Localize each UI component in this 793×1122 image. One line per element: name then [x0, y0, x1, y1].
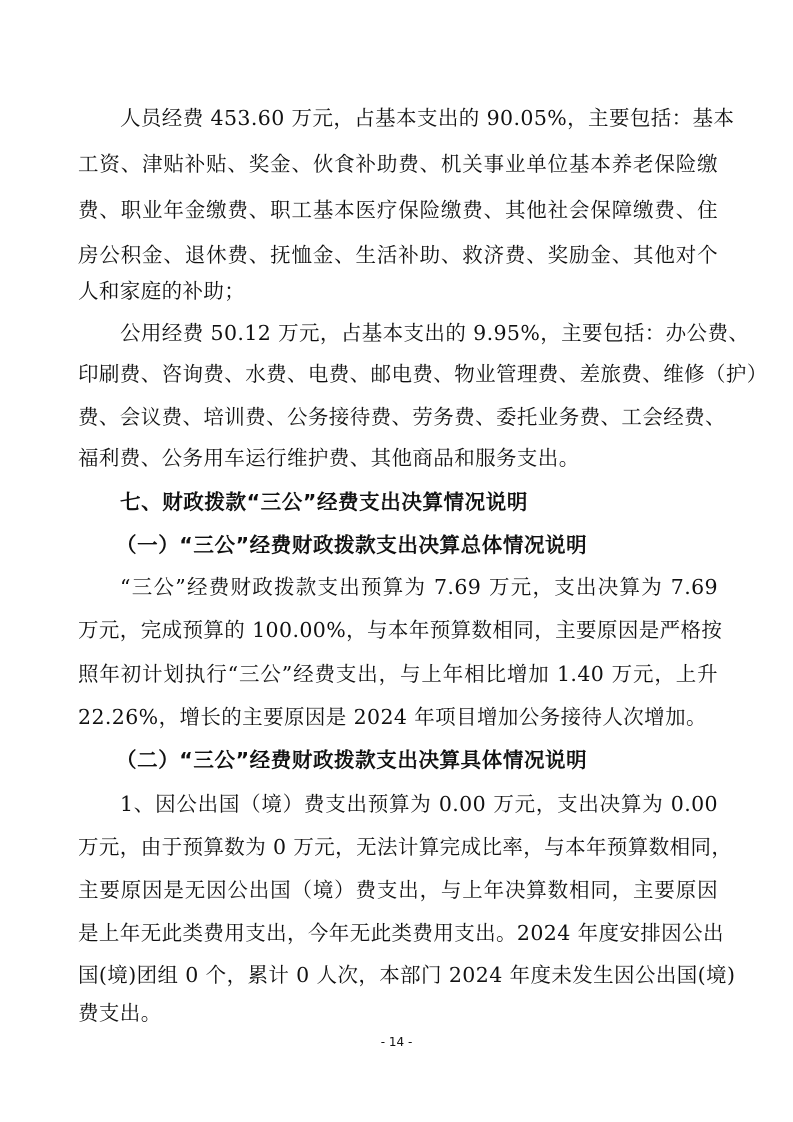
- abroad-line-6: 费支出。: [78, 1001, 162, 1025]
- public-line-1: 公用经费 50.12 万元，占基本支出的 9.95%，主要包括：办公费、: [120, 321, 750, 345]
- personnel-line-5: 人和家庭的补助；: [78, 279, 246, 303]
- page-number: - 14 -: [380, 1035, 413, 1049]
- public-line-3: 费、会议费、培训费、公务接待费、劳务费、委托业务费、工会经费、: [78, 405, 726, 429]
- abroad-line-1: 1、因公出国（境）费支出预算为 0.00 万元，支出决算为 0.00: [120, 792, 718, 816]
- public-line-4: 福利费、公务用车运行维护费、其他商品和服务支出。: [78, 446, 580, 470]
- overall-line-1: “三公”经费财政拨款支出预算为 7.69 万元，支出决算为 7.69: [120, 575, 718, 599]
- abroad-line-2: 万元，由于预算数为 0 万元，无法计算完成比率，与本年预算数相同，: [78, 835, 733, 859]
- section-seven-heading: 七、财政拨款“三公”经费支出决算情况说明: [120, 490, 528, 514]
- overall-line-2: 万元，完成预算的 100.00%，与本年预算数相同，主要原因是严格按: [78, 618, 723, 642]
- personnel-line-2: 工资、津贴补贴、奖金、伙食补助费、机关事业单位基本养老保险缴: [78, 152, 718, 176]
- overall-line-4: 22.26%，增长的主要原因是 2024 年项目增加公务接待人次增加。: [78, 705, 707, 729]
- overall-line-3: 照年初计划执行“三公”经费支出，与上年相比增加 1.40 万元，上升: [78, 662, 718, 686]
- personnel-line-4: 房公积金、退休费、抚恤金、生活补助、救济费、奖励金、其他对个: [78, 243, 718, 267]
- abroad-line-5: 国(境)团组 0 个，累计 0 人次，本部门 2024 年度未发生因公出国(境): [78, 963, 736, 987]
- personnel-line-3: 费、职业年金缴费、职工基本医疗保险缴费、其他社会保障缴费、住: [78, 198, 718, 222]
- subsection-two-heading: （二）“三公”经费财政拨款支出决算具体情况说明: [116, 748, 588, 772]
- personnel-line-1: 人员经费 453.60 万元，占基本支出的 90.05%，主要包括：基本: [120, 106, 735, 130]
- subsection-one-heading: （一）“三公”经费财政拨款支出决算总体情况说明: [116, 533, 588, 557]
- public-line-2: 印刷费、咨询费、水费、电费、邮电费、物业管理费、差旅费、维修（护）: [78, 362, 768, 386]
- abroad-line-4: 是上年无此类费用支出，今年无此类费用支出。2024 年度安排因公出: [78, 921, 724, 945]
- abroad-line-3: 主要原因是无因公出国（境）费支出，与上年决算数相同，主要原因: [78, 878, 718, 902]
